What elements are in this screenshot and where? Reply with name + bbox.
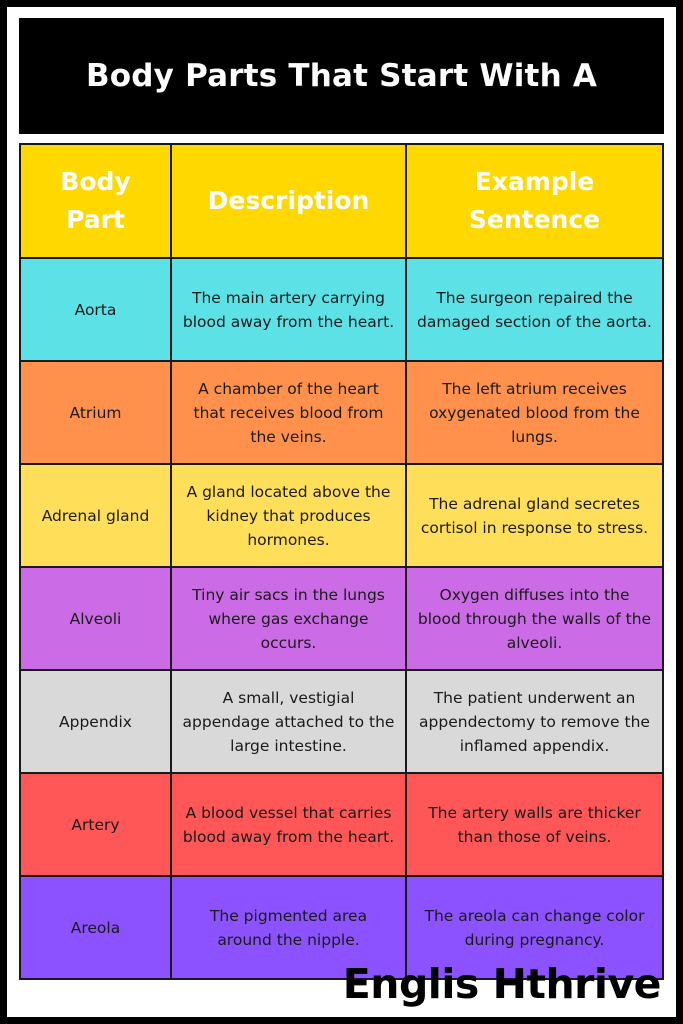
body-part-cell: Areola bbox=[20, 876, 171, 979]
example-sentence-cell: The artery walls are thicker than those of veins. bbox=[406, 773, 663, 876]
description-cell: A blood vessel that carries blood away from the heart. bbox=[171, 773, 406, 876]
example-sentence-cell: The surgeon repaired the damaged section of the aorta. bbox=[406, 258, 663, 361]
description-cell: A small, vestigial appendage attached to the large intestine. bbox=[171, 670, 406, 773]
description-cell: A gland located above the kidney that produces hormones. bbox=[171, 464, 406, 567]
description-cell: The main artery carrying blood away from the heart. bbox=[171, 258, 406, 361]
description-cell: A chamber of the heart that receives blood from the veins. bbox=[171, 361, 406, 464]
body-parts-table bbox=[19, 143, 664, 980]
body-part-cell: Atrium bbox=[20, 361, 171, 464]
example-sentence-cell: Oxygen diffuses into the blood through the walls of the alveoli. bbox=[406, 567, 663, 670]
body-part-cell: Aorta bbox=[20, 258, 171, 361]
table-row bbox=[20, 567, 663, 670]
body-part-cell: Appendix bbox=[20, 670, 171, 773]
table-header-row bbox=[20, 144, 663, 258]
table-row bbox=[20, 258, 663, 361]
header-example-sentence: Example Sentence bbox=[406, 144, 663, 258]
table-row bbox=[20, 773, 663, 876]
example-sentence-cell: The adrenal gland secretes cortisol in response to stress. bbox=[406, 464, 663, 567]
header-body-part: Body Part bbox=[20, 144, 171, 258]
table-row bbox=[20, 464, 663, 567]
header-description: Description bbox=[171, 144, 406, 258]
table-row bbox=[20, 361, 663, 464]
brand-logo-text: Englis Hthrive bbox=[342, 960, 661, 1008]
description-cell: The pigmented area around the nipple. bbox=[171, 876, 406, 979]
page-title: Body Parts That Start With A bbox=[85, 58, 598, 94]
example-sentence-cell: The patient underwent an appendectomy to remove the inflamed appendix. bbox=[406, 670, 663, 773]
title-banner bbox=[19, 18, 664, 134]
table-row bbox=[20, 670, 663, 773]
example-sentence-cell: The left atrium receives oxygenated blood from the lungs. bbox=[406, 361, 663, 464]
body-part-cell: Alveoli bbox=[20, 567, 171, 670]
body-part-cell: Artery bbox=[20, 773, 171, 876]
description-cell: Tiny air sacs in the lungs where gas exchange occurs. bbox=[171, 567, 406, 670]
example-sentence-cell: The areola can change color during pregnancy. bbox=[406, 876, 663, 979]
body-part-cell: Adrenal gland bbox=[20, 464, 171, 567]
